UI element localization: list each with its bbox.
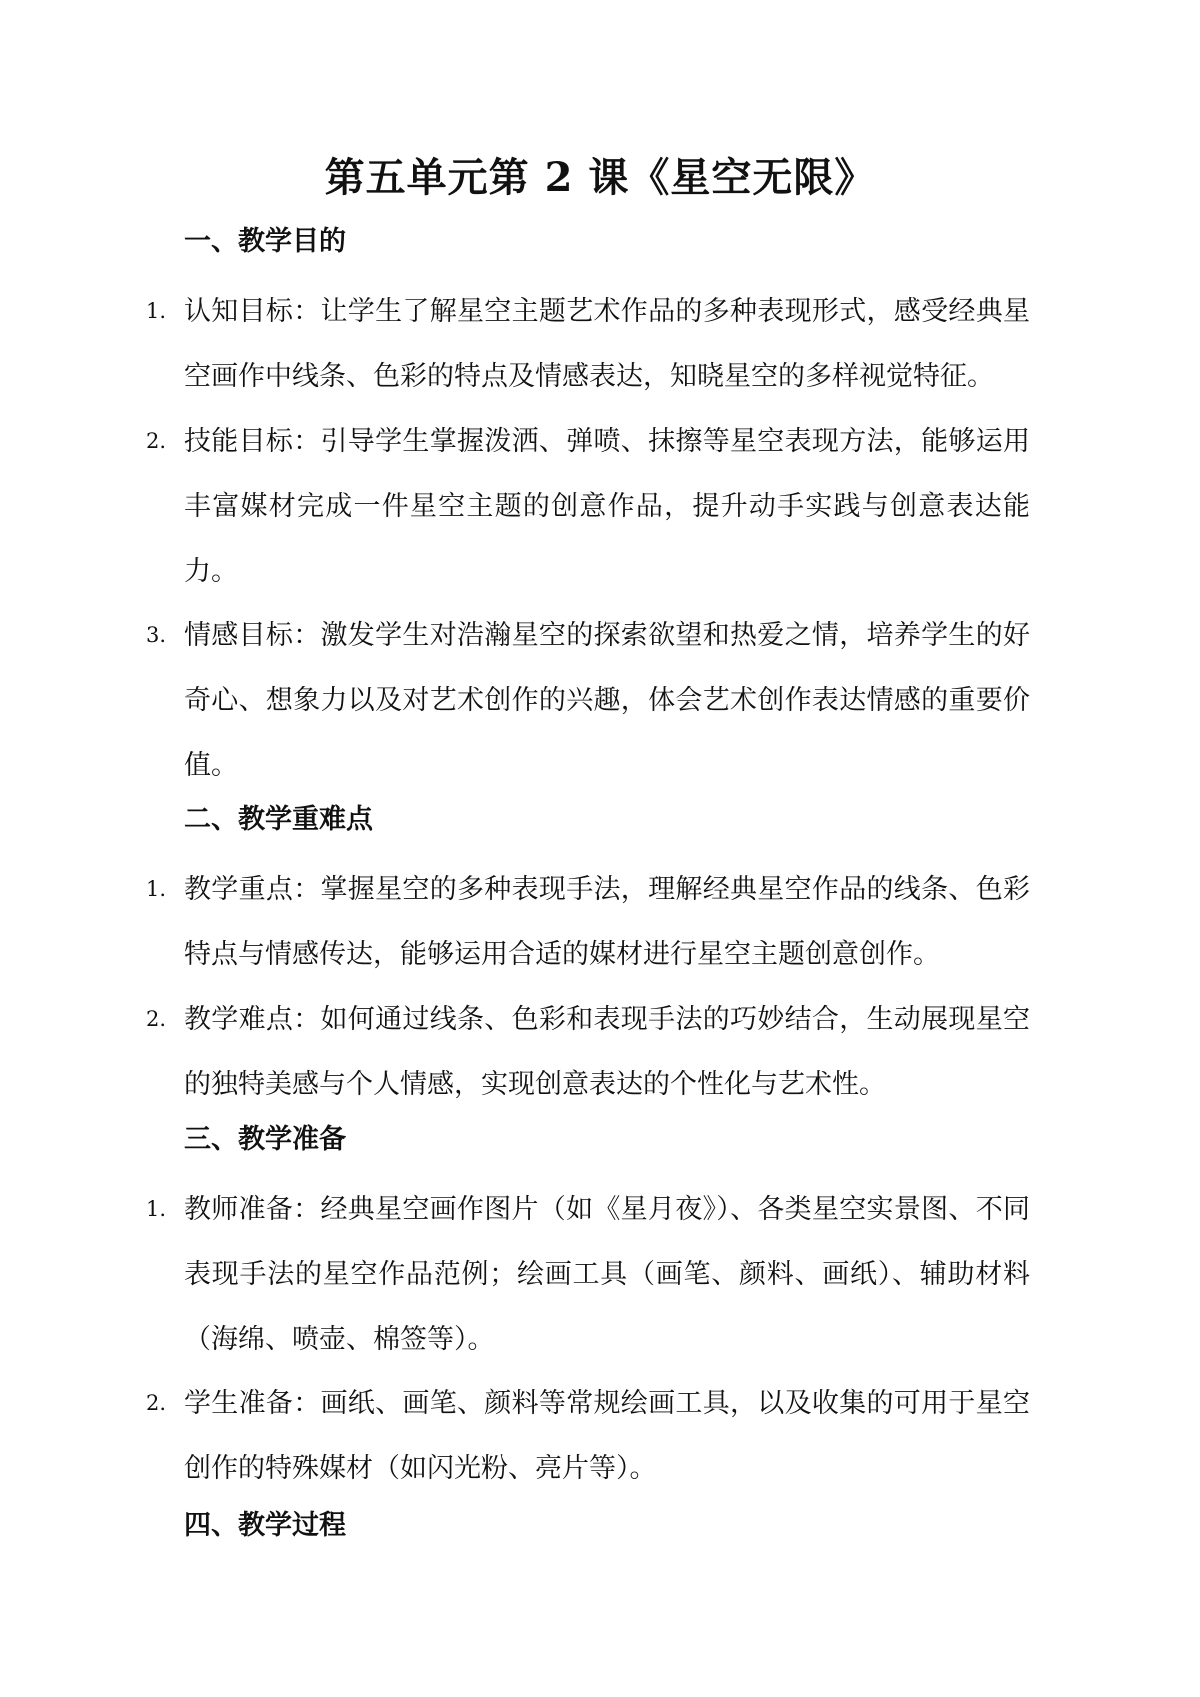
section-heading-preparation: 三、教学准备 — [184, 1124, 346, 1155]
list-item-number: 2. — [146, 429, 167, 453]
list-item-number: 1. — [146, 1197, 167, 1221]
list-item-text: 学生准备：画纸、画笔、颜料等常规绘画工具，以及收集的可用于星空创作的特殊媒材（如闪光粉、亮片等）。 — [184, 1388, 1030, 1484]
list-item-number: 3. — [146, 623, 167, 647]
section-heading-key-points: 二、教学重难点 — [184, 804, 373, 835]
list-item-number: 2. — [146, 1391, 167, 1415]
list-item-number: 1. — [146, 299, 167, 323]
list-item-text: 教师准备：经典星空画作图片（如《星月夜》）、各类星空实景图、不同表现手法的星空作品范例；绘画工具（画笔、颜料、画纸）、辅助材料（海绵、喷壶、棉签等）。 — [184, 1194, 1030, 1355]
list-item-text: 教学重点：掌握星空的多种表现手法，理解经典星空作品的线条、色彩特点与情感传达，能够运用合适的媒材进行星空主题创意创作。 — [184, 874, 1030, 970]
list-item-text: 教学难点：如何通过线条、色彩和表现手法的巧妙结合，生动展现星空的独特美感与个人情感，实现创意表达的个性化与艺术性。 — [184, 1004, 1030, 1100]
list-item-text: 技能目标：引导学生掌握泼洒、弹喷、抹擦等星空表现方法，能够运用丰富媒材完成一件星空主题的创意作品，提升动手实践与创意表达能力。 — [184, 426, 1030, 587]
list-item-text: 情感目标：激发学生对浩瀚星空的探索欲望和热爱之情，培养学生的好奇心、想象力以及对艺术创作的兴趣，体会艺术创作表达情感的重要价值。 — [184, 620, 1030, 781]
document-title: 第五单元第 2 课《星空无限》 — [324, 154, 876, 201]
section-heading-objectives: 一、教学目的 — [184, 226, 346, 257]
list-item-text: 认知目标：让学生了解星空主题艺术作品的多种表现形式，感受经典星空画作中线条、色彩的特点及情感表达，知晓星空的多样视觉特征。 — [184, 296, 1030, 392]
section-heading-process: 四、教学过程 — [184, 1510, 346, 1541]
list-item-number: 1. — [146, 877, 167, 901]
list-item-number: 2. — [146, 1007, 167, 1031]
